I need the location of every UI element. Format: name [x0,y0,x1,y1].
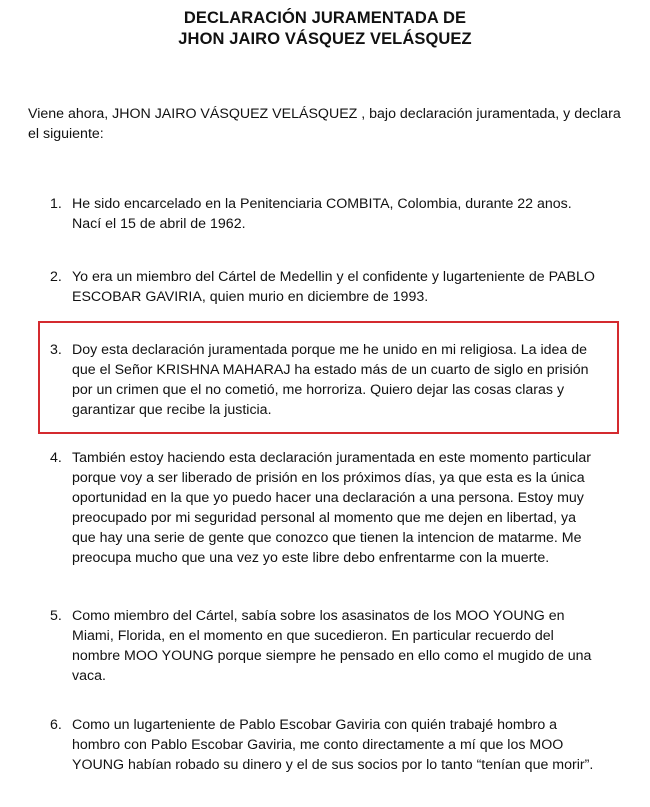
document-title-line-1: DECLARACIÓN JURAMENTADA DE [183,9,467,27]
list-item-text: También estoy haciendo esta declaración juramentada en este momento particular porque voy a ser liberado de prisión en los próximos días, ya que esta es la única oportunidad en la que yo puedo hacer una declaración a una persona. Estoy muy preocupado por mi seguridad personal al momento que me dejen en libertad, ya que hay una serie de gente que conozco que tienen la intencion de matarme. Me preocupa mucho que una vez yo este libre debo enfrentarme con la muerte. [72,450,591,566]
list-item-number: 4. [50,450,62,466]
document-title-line-2: JHON JAIRO VÁSQUEZ VELÁSQUEZ [178,30,472,48]
list-item-number: 1. [50,196,62,212]
list-item-1 [50,194,595,234]
list-item-6 [50,715,595,775]
list-item-text: Yo era un miembro del Cártel de Medellin y el confidente y lugarteniente de PABLO ESCOBAR GAVIRIA, quien murio en diciembre de 1993. [72,269,595,305]
list-item-number: 3. [50,342,62,358]
list-item-5 [50,606,595,686]
list-item-text: He sido encarcelado en la Penitenciaria COMBITA, Colombia, durante 22 anos. Nací el 15 de abril de 1962. [72,196,572,232]
list-item-4 [50,448,595,568]
list-item-number: 5. [50,608,62,624]
list-item-3 [50,340,595,420]
list-item-text: Doy esta declaración juramentada porque me he unido en mi religiosa. La idea de que el Señor KRISHNA MAHARAJ ha estado más de un cuarto de siglo en prisión por un crimen que el no cometió, me horroriza. Quiero dejar las cosas claras y garantizar que recibe la justicia. [72,342,589,418]
list-item-number: 6. [50,717,62,733]
list-item-number: 2. [50,269,62,285]
list-item-text: Como miembro del Cártel, sabía sobre los asasinatos de los MOO YOUNG en Miami, Florida, en el momento en que sucedieron. En particular recuerdo del nombre MOO YOUNG porque siempre he pensado en ello como el mugido de una vaca. [72,608,592,684]
intro-paragraph: Viene ahora, JHON JAIRO VÁSQUEZ VELÁSQUEZ , bajo declaración juramentada, y declara el siguiente: [28,106,621,142]
list-item-2 [50,267,595,307]
list-item-text: Como un lugarteniente de Pablo Escobar Gaviria con quién trabajé hombro a hombro con Pablo Escobar Gaviria, me conto directamente a mí que los MOO YOUNG habían robado su dinero y el de sus socios por lo tanto “tenían que morir”. [72,717,594,773]
